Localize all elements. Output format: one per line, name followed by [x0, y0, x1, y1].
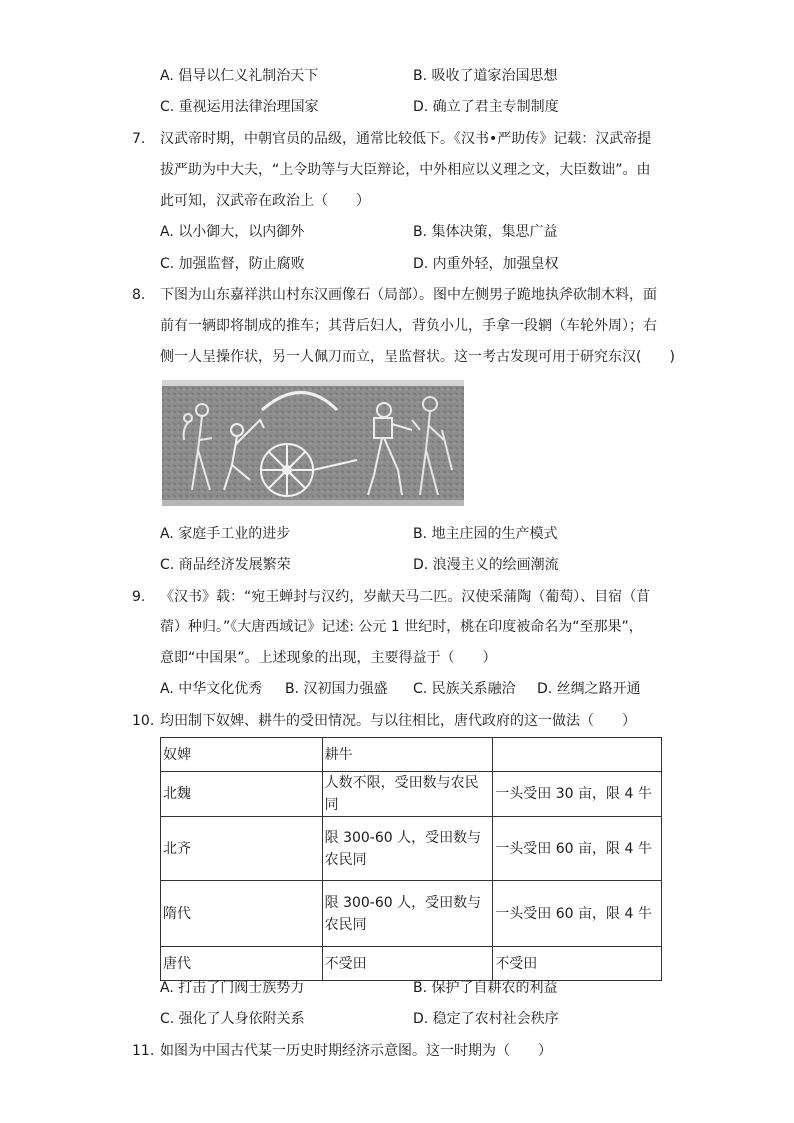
q10-option-d: D. 稳定了农村社会秩序	[413, 1011, 559, 1027]
table-row	[161, 947, 662, 981]
q9-option-c: C. 民族关系融洽	[413, 681, 516, 697]
q9-stem-line-3: 意即“中国果”。上述现象的出现，主要得益于（ ）	[160, 650, 497, 666]
q9-option-a: A. 中华文化优秀	[160, 681, 263, 697]
q6-option-c: C. 重视运用法律治理国家	[160, 99, 319, 115]
q7-option-d: D. 内重外轻，加强皇权	[413, 256, 559, 272]
q8-option-d: D. 浪漫主义的绘画潮流	[413, 557, 559, 573]
q6-option-d: D. 确立了君主专制制度	[413, 99, 559, 115]
q6-option-b: B. 吸收了道家治国思想	[413, 68, 558, 84]
q8-stem-line-1: 下图为山东嘉祥洪山村东汉画像石（局部）。图中左侧男子跪地执斧砍制木料，面	[160, 287, 657, 303]
han-stone-relief-image	[162, 380, 464, 506]
q9-stem-line-1: 《汉书》载：“宛王蝉封与汉约，岁献天马二匹。汉使采蒲陶（葡萄）、目宿（苜	[160, 589, 651, 605]
table-cell: 限 300-60 人，受田数与农民同	[322, 817, 493, 881]
table-cell: 唐代	[161, 947, 323, 981]
q11-stem: 如图为中国古代某一历史时期经济示意图。这一时期为（ ）	[160, 1043, 552, 1059]
table-cell: 北魏	[161, 772, 323, 817]
table-header-cell: 耕牛	[322, 738, 493, 772]
table-cell: 不受田	[322, 947, 493, 981]
table-cell: 一头受田 60 亩，限 4 牛	[493, 817, 662, 881]
q8-option-a: A. 家庭手工业的进步	[160, 526, 291, 542]
q8-stem-line-2: 前有一辆即将制成的推车；其背后妇人，背负小儿，手拿一段辋（车轮外周）；右	[160, 318, 657, 334]
table-header-cell: 奴婢	[161, 738, 323, 772]
q7-option-a: A. 以小御大，以内御外	[160, 224, 305, 240]
q8-number: 8.	[132, 287, 146, 303]
land-allocation-table	[160, 737, 662, 981]
table-cell: 人数不限，受田数与农民同	[322, 772, 493, 817]
q9-option-d: D. 丝绸之路开通	[537, 681, 641, 697]
table-header-row	[161, 738, 662, 772]
q10-option-b: B. 保护了自耕农的利益	[413, 980, 558, 996]
q10-number: 10.	[132, 713, 155, 729]
q10-stem: 均田制下奴婢、耕牛的受田情况。与以往相比，唐代政府的这一做法（ ）	[160, 713, 636, 729]
table-row	[161, 817, 662, 881]
q7-stem-line-3: 此可知，汉武帝在政治上（ ）	[160, 193, 370, 209]
table-cell: 北齐	[161, 817, 323, 881]
q7-option-b: B. 集体决策，集思广益	[413, 224, 558, 240]
q9-option-b: B. 汉初国力强盛	[285, 681, 388, 697]
table-cell: 不受田	[493, 947, 662, 981]
table-cell: 一头受田 60 亩，限 4 牛	[493, 881, 662, 947]
table-row	[161, 881, 662, 947]
q9-number: 9.	[132, 589, 146, 605]
q8-option-c: C. 商品经济发展繁荣	[160, 557, 291, 573]
q7-stem-line-1: 汉武帝时期，中朝官员的品级，通常比较低下。《汉书•严助传》记载：汉武帝提	[160, 131, 652, 147]
q6-option-a: A. 倡导以仁义礼制治天下	[160, 68, 319, 84]
q10-option-a: A. 打击了门阀士族势力	[160, 980, 305, 996]
q8-stem-line-3: 侧一人呈操作状，另一人佩刀而立，呈监督状。这一考古发现可用于研究东汉( )	[160, 349, 675, 365]
q10-option-c: C. 强化了人身依附关系	[160, 1011, 305, 1027]
q7-number: 7.	[132, 131, 146, 147]
q9-stem-line-2: 蓿）种归。”《大唐西域记》记述: 公元 1 世纪时，桃在印度被命名为“至那果”，	[160, 619, 643, 635]
q8-option-b: B. 地主庄园的生产模式	[413, 526, 558, 542]
table-cell: 限 300-60 人，受田数与农民同	[322, 881, 493, 947]
table-row	[161, 772, 662, 817]
q7-stem-line-2: 拔严助为中大夫，“上令助等与大臣辩论，中外相应以义理之文，大臣数诎”。由	[160, 162, 651, 178]
table-cell: 隋代	[161, 881, 323, 947]
q11-number: 11.	[132, 1043, 155, 1059]
table-header-cell	[493, 738, 662, 772]
q7-option-c: C. 加强监督，防止腐败	[160, 256, 305, 272]
table-cell: 一头受田 30 亩，限 4 牛	[493, 772, 662, 817]
